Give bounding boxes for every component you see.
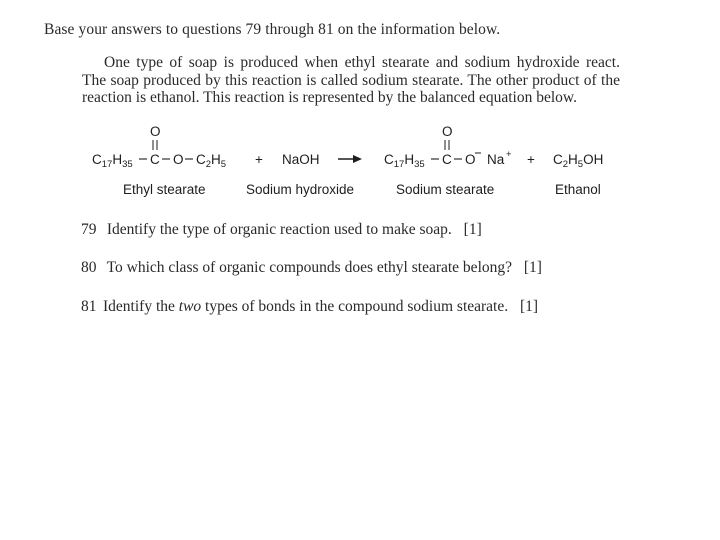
plus-sign-2: + [527,152,535,167]
sodium-hydroxide-label: Sodium hydroxide [246,182,355,197]
svg-text:C17H35: $C_{17}H_{35}$ [92,152,133,170]
question-text: Identify the type of organic reaction used to make soap. [106,221,452,238]
question-79 [81,221,482,239]
question-number: 80 [81,259,97,276]
plus-sign-1: + [255,152,263,167]
question-text-emphasis: two [178,298,202,315]
svg-text:C: C [150,152,160,167]
svg-text:C2H5: $C_2H_5$ [196,152,227,170]
question-text: To which class of organic compounds does ethyl stearate belong? [106,259,513,276]
naoh-formula: NaOH [282,152,320,167]
svg-text:O: O [150,124,161,139]
question-text-start: Identify the [103,298,179,315]
question-text-end: types of bonds in the compound sodium stearate. [201,298,509,315]
svg-text:O: O [173,152,184,167]
passage-line-1: One type of soap is produced when ethyl stearate and sodium hydroxide react. [104,54,620,71]
svg-text:Na: Na [487,152,505,167]
reaction-arrow [338,155,362,163]
svg-text:C2H5OH: $C_2H_5OH$ [553,152,604,170]
question-points: [1] [523,259,542,276]
svg-text:C: C [442,152,452,167]
ethanol-label: Ethanol [555,182,601,197]
question-points: [1] [463,221,482,238]
sodium-stearate-formula [384,124,512,170]
passage-line-3: reaction is ethanol. This reaction is represented by the balanced equation below. [82,89,577,106]
ethanol-formula [553,152,603,170]
svg-text:O: O [465,152,476,167]
question-81 [81,298,538,316]
svg-text:O: O [442,124,453,139]
question-80 [81,259,542,277]
svg-text:+: + [506,149,512,160]
passage-line-2: The soap produced by this reaction is called sodium stearate. The other product of the [82,71,620,89]
ethyl-stearate-label: Ethyl stearate [123,182,206,197]
ethyl-stearate-formula [92,124,226,170]
instructions-text: Base your answers to questions 79 through 81 on the information below. [44,21,501,38]
sodium-stearate-label: Sodium stearate [396,182,495,197]
svg-text:C17H35: $C_{17}H_{35}$ [384,152,425,170]
question-points: [1] [519,298,539,315]
question-number: 81 [81,298,97,315]
question-number: 79 [81,221,97,238]
